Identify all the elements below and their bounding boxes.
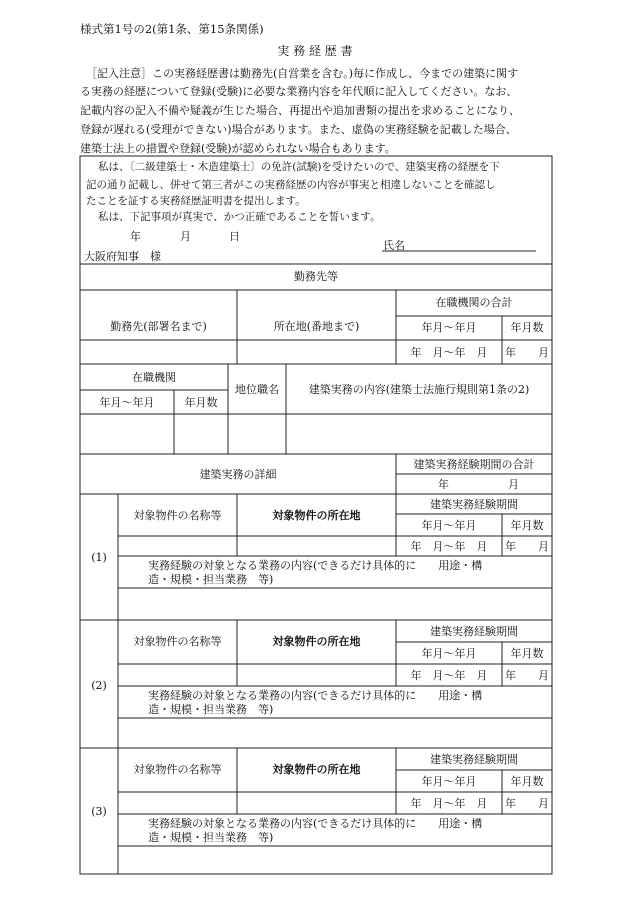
- period-value: 年 月～年 月: [410, 797, 488, 810]
- tenure-months-header: 年月数: [184, 396, 218, 409]
- property-location-header: 対象物件の所在地: [272, 509, 361, 522]
- tenure-total-header: 在職機関の合計: [435, 296, 513, 309]
- declaration-line: 記の通り記載し、併せて第三者がこの実務経歴の内容が事実と相違しないことを確認し: [86, 179, 496, 191]
- details-title: 建築実務の詳細: [199, 468, 277, 481]
- date-day-label: 日: [229, 230, 240, 243]
- experience-period-header: 建築実務経験期間: [430, 753, 518, 766]
- period-header: 年月～年月: [421, 519, 477, 532]
- declaration-line: 私は、〔二級建築士・木造建築士〕の免許(試験)を受けたいので、建築実務の経歴を下: [98, 161, 500, 173]
- months-value: 年 月: [505, 669, 549, 682]
- employer-section-title: 勤務先等: [294, 270, 338, 283]
- work-content-label: 実務経験の対象となる業務の内容(できるだけ具体的に 用途・構: [148, 817, 483, 830]
- property-location-header: 対象物件の所在地: [272, 763, 361, 776]
- period-header: 年月～年月: [421, 647, 477, 660]
- property-location-header: 対象物件の所在地: [272, 635, 361, 648]
- months-header: 年月数: [510, 519, 544, 532]
- workplace-header: 勤務先(部署名まで): [110, 320, 207, 333]
- org-header: 在職機関: [132, 371, 176, 384]
- property-name-header: 対象物件の名称等: [133, 635, 222, 648]
- period-value: 年 月～年 月: [410, 346, 488, 359]
- note-line: 登録が遅れる(受理ができない)場合があります。また、虚偽の実務経験を記載した場合、: [80, 123, 517, 136]
- location-header: 所在地(番地まで): [273, 320, 360, 333]
- work-content-label-cont: 造・規模・担当業務 等): [148, 831, 274, 844]
- name-label: 氏名: [383, 239, 405, 252]
- experience-period-header: 建築実務経験期間: [430, 625, 518, 638]
- date-month-label: 月: [180, 230, 191, 243]
- months-value: 年 月: [505, 540, 549, 553]
- position-header: 地位職名: [235, 383, 279, 396]
- block-number: (3): [91, 805, 107, 818]
- details-total-header: 建築実務経験期間の合計: [413, 458, 535, 471]
- months-header: 年月数: [510, 647, 544, 660]
- work-content-label: 実務経験の対象となる業務の内容(できるだけ具体的に 用途・構: [148, 689, 483, 702]
- date-year-label: 年: [130, 230, 141, 243]
- note-line: る実務の経歴について登録(受験)に必要な業務内容を年代順に記入してください。なお、: [80, 85, 518, 98]
- details-total-month: 月: [508, 478, 519, 491]
- details-total-year: 年: [438, 478, 449, 491]
- months-header: 年月数: [510, 775, 544, 788]
- note-line: 記載内容の記入不備や疑義が生じた場合、再提出や追加書類の提出を求めることになり、: [80, 104, 520, 117]
- document-title: 実 務 経 歴 書: [277, 44, 353, 58]
- property-name-header: 対象物件の名称等: [133, 509, 222, 522]
- months-header: 年月数: [510, 321, 544, 334]
- note-line: ［記入注意］この実務経歴書は勤務先(自営業を含む。)毎に作成し、今までの建築に関す: [86, 67, 519, 80]
- form-number: 様式第1号の2(第1条、第15条関係): [80, 22, 264, 36]
- period-value: 年 月～年 月: [410, 540, 488, 553]
- block-number: (2): [91, 679, 107, 692]
- work-content-label: 実務経験の対象となる業務の内容(できるだけ具体的に 用途・構: [148, 559, 483, 572]
- declaration-line: たことを証する実務経歴証明書を提出します。: [86, 195, 306, 207]
- experience-period-header: 建築実務経験期間: [430, 498, 518, 511]
- work-content-label-cont: 造・規模・担当業務 等): [148, 573, 274, 586]
- declaration-line: 私は、下記事項が真実で、かつ正確であることを誓います。: [98, 211, 381, 223]
- property-name-header: 対象物件の名称等: [133, 763, 222, 776]
- months-value: 年 月: [505, 797, 549, 810]
- note-line: 建築士法上の措置や登録(受験)が認められない場合もあります。: [80, 142, 396, 155]
- months-value: 年 月: [505, 346, 549, 359]
- work-content-label-cont: 造・規模・担当業務 等): [148, 703, 274, 716]
- tenure-period-header: 年月～年月: [99, 396, 155, 409]
- period-header: 年月～年月: [421, 321, 477, 334]
- addressee: 大阪府知事 様: [84, 250, 161, 263]
- period-value: 年 月～年 月: [410, 669, 488, 682]
- content-header: 建築実務の内容(建築士法施行規則第1条の2): [308, 383, 530, 396]
- period-header: 年月～年月: [421, 775, 477, 788]
- block-number: (1): [91, 551, 107, 564]
